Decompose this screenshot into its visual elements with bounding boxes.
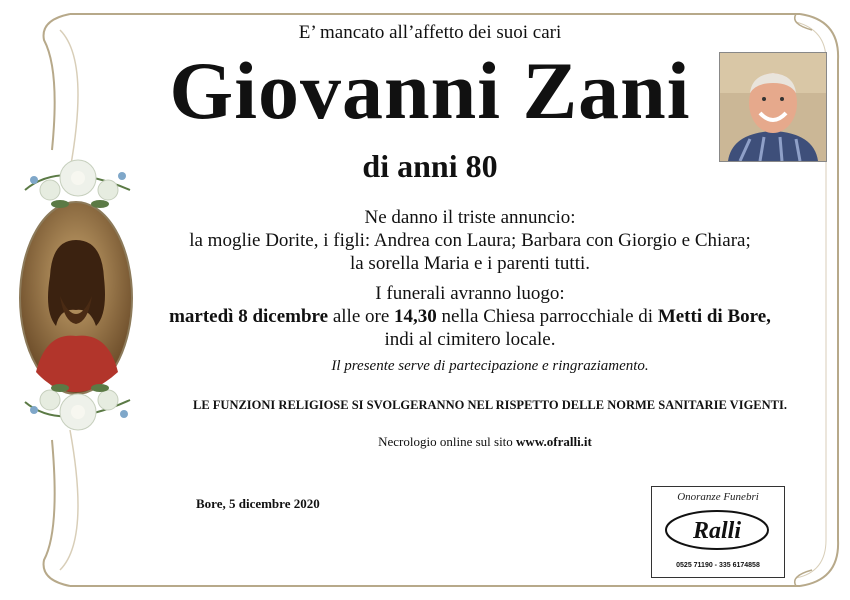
logo-subtitle: Onoranze Funebri bbox=[677, 491, 759, 503]
announcement-block bbox=[130, 206, 810, 275]
funeral-home-logo bbox=[651, 486, 785, 578]
flower-bouquet-top bbox=[20, 150, 140, 220]
deceased-name: Giovanni Zani bbox=[169, 45, 691, 136]
funeral-line-3: indi al cimitero locale. bbox=[384, 329, 556, 350]
sanitary-notice: LE FUNZIONI RELIGIOSE SI SVOLGERANNO NEL RISPETTO DELLE NORME SANITARIE VIGENTI. bbox=[192, 398, 787, 412]
funeral-line-1: I funerali avranno luogo: bbox=[375, 283, 565, 304]
funeral-at-time: alle ore bbox=[328, 306, 395, 327]
funeral-date: martedì 8 dicembre bbox=[169, 306, 329, 327]
announcement-line-2: la moglie Dorite, i figli: Andrea con Laura; Barbara con Giorgio e Chiara; bbox=[189, 230, 751, 251]
intro-line: E’ mancato all’affetto dei suoi cari bbox=[298, 22, 562, 43]
announcement-line-1: Ne danno il triste annuncio: bbox=[364, 207, 576, 228]
logo-phones: 0525 71190 - 335 6174858 bbox=[676, 562, 760, 569]
online-label: Necrologio online sul sito bbox=[378, 434, 517, 449]
funeral-church: nella Chiesa parrocchiale di bbox=[436, 306, 658, 327]
logo-brand: Ralli bbox=[692, 518, 741, 544]
online-site-link[interactable]: www.ofralli.it bbox=[516, 434, 592, 449]
funeral-line-2 bbox=[130, 305, 810, 328]
place-date: Bore, 5 dicembre 2020 bbox=[196, 496, 320, 511]
deceased-photo bbox=[719, 52, 827, 162]
flower-bouquet-bottom bbox=[20, 372, 140, 442]
online-obituary bbox=[250, 434, 720, 450]
funeral-block bbox=[130, 282, 810, 351]
funeral-place: Metti di Bore, bbox=[657, 306, 771, 327]
deceased-age: di anni 80 bbox=[362, 148, 498, 184]
participation-note: Il presente serve di partecipazione e ringraziamento. bbox=[331, 358, 649, 374]
announcement-line-3: la sorella Maria e i parenti tutti. bbox=[349, 253, 591, 274]
religious-portrait bbox=[16, 196, 136, 396]
funeral-time: 14,30 bbox=[394, 306, 437, 327]
